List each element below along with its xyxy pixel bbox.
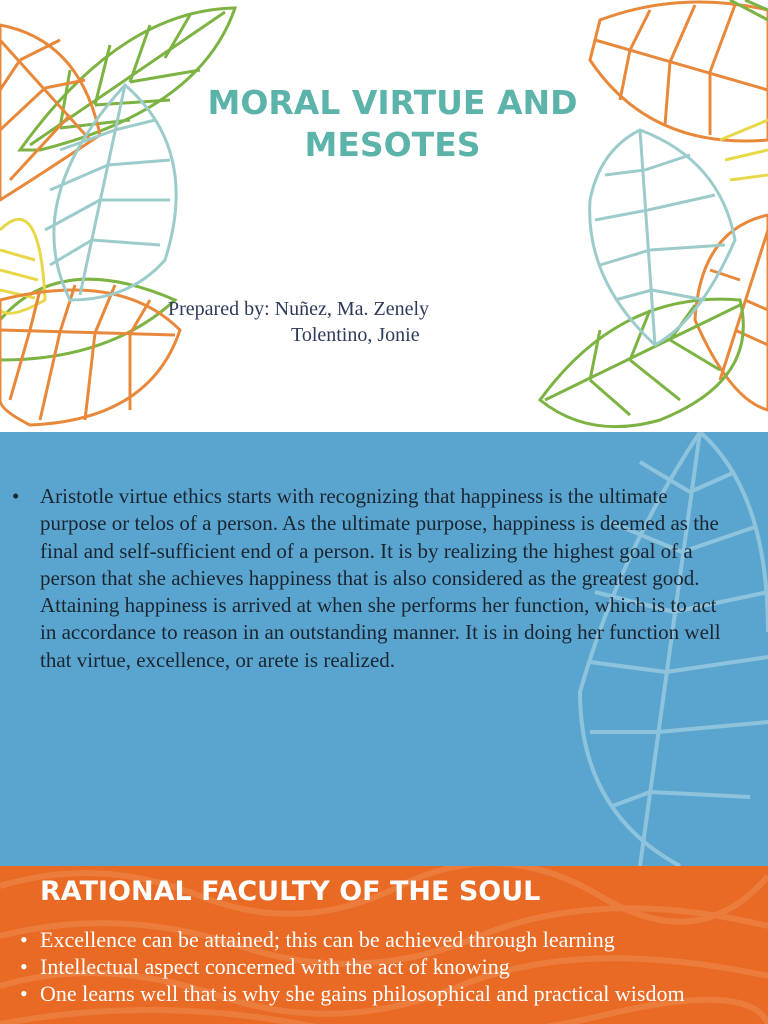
bullet-list <box>20 926 750 1007</box>
prepared-by <box>168 298 430 346</box>
prepared-line-1: Prepared by: Nuñez, Ma. Zenely <box>168 298 430 320</box>
leaf-decoration <box>0 0 768 432</box>
list-item: • Intellectual aspect concerned with the act of knowing <box>20 954 510 979</box>
paragraph-text: Aristotle virtue ethics starts with recognizing that happiness is the ultimate purpose or telos of a person. As the ultimate purpose, happiness is deemed as the final and self-sufficient end of a person. It is by realizing the highest goal of a person that she achieves happiness that is also considered as the greatest good. Attaining happiness is arrived at when she performs her function, which is to act in accordance to reason in an outstanding manner. It is in doing her function well that virtue, excellence, or arete is realized. <box>40 484 721 672</box>
main-paragraph <box>12 483 730 674</box>
section-title: RATIONAL FACULTY OF THE SOUL <box>40 876 541 907</box>
list-item: • Excellence can be attained; this can be achieved through learning <box>20 927 615 952</box>
list-item: • One learns well that is why she gains philosophical and practical wisdom <box>20 981 685 1006</box>
prepared-line-2: Tolentino, Jonie <box>291 324 420 346</box>
slide-title: MORAL VIRTUE AND MESOTES <box>207 83 578 164</box>
bullet-marker: • <box>12 484 20 508</box>
happiness-slide <box>0 432 768 866</box>
rational-faculty-slide <box>0 866 768 1024</box>
title-slide <box>0 0 768 432</box>
